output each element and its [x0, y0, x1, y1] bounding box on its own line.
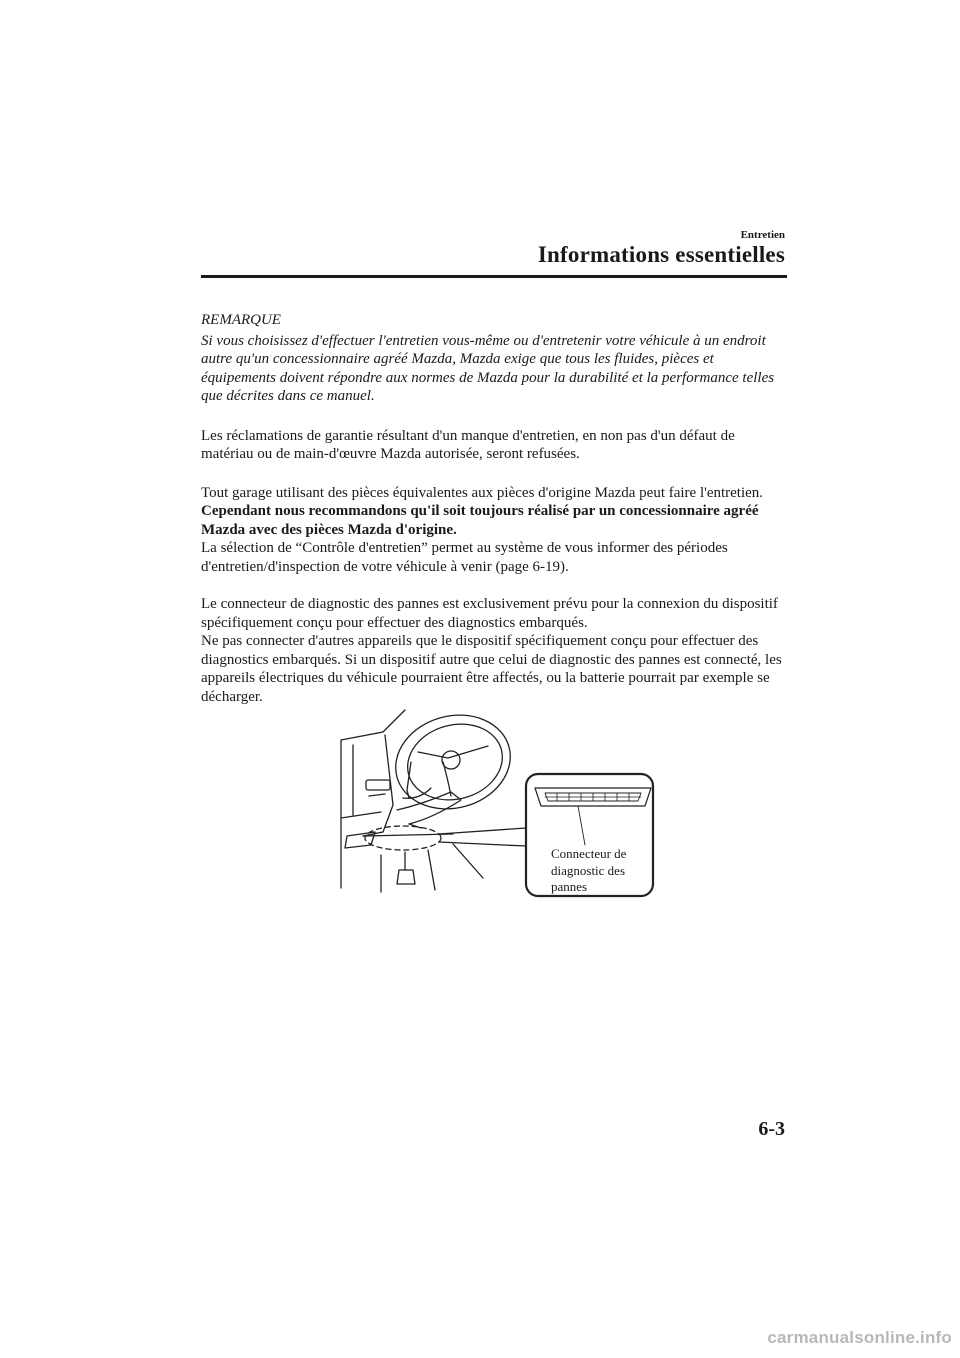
connector-label-line: pannes [551, 879, 588, 894]
diagnostic-text-2: Ne pas connecter d'autres appareils que le dispositif spécifiquement conçu pour effectuer des diagnostics embarqués. Si un dispositif autre que celui de diagnostic des pannes est connecté, les appareils électriques du véhicule pourraient être affectés, ou la batterie pourrait par exemple se décharger. [201, 633, 782, 705]
watermark: carmanualsonline.info [767, 1328, 952, 1347]
connector-icon [535, 788, 651, 845]
note-title: REMARQUE [201, 312, 281, 328]
connector-label [551, 846, 626, 896]
page-content [201, 311, 787, 706]
garage-paragraph [201, 484, 787, 577]
maintenance-check-text: La sélection de “Contrôle d'entretien” permet au système de vous informer des périodes d'entretien/d'inspection de votre véhicule à venir (page 6-19). [201, 540, 728, 575]
header-divider [201, 275, 787, 278]
diagnostic-connector-figure [323, 700, 663, 900]
section-label: Entretien [740, 229, 785, 241]
page-title: Informations essentielles [537, 242, 785, 267]
garage-recommendation: Cependant nous recommandons qu'il soit toujours réalisé par un concessionnaire agréé Mazda avec des pièces Mazda d'origine. [201, 503, 759, 538]
garage-text: Tout garage utilisant des pièces équivalentes aux pièces d'origine Mazda peut faire l'entretien. [201, 484, 764, 501]
callout-leader-lines [439, 828, 526, 846]
diagnostic-paragraph [201, 595, 787, 706]
warranty-paragraph: Les réclamations de garantie résultant d'un manque d'entretien, en non pas d'un défaut de matériau ou de main-d'œuvre Mazda autorisée, seront refusées. [201, 427, 735, 462]
connector-label-line: diagnostic des [551, 862, 626, 878]
dashboard-drawing [341, 703, 521, 892]
page-number: 6-3 [758, 1118, 785, 1140]
connector-label-line: Connecteur de [551, 846, 627, 861]
note-body: Si vous choisissez d'effectuer l'entretien vous-même ou d'entretenir votre véhicule à un endroit autre qu'un concessionnaire agréé Mazda, Mazda exige que tous les fluides, pièces et équipements doivent répondre aux normes de Mazda pour la durabilité et la performance telles que décrites dans ce manuel. [201, 332, 775, 404]
diagnostic-text-1: Le connecteur de diagnostic des pannes est exclusivement prévu pour la connexion du dispositif spécifiquement conçu pour effectuer des diagnostics embarqués. [201, 596, 778, 631]
